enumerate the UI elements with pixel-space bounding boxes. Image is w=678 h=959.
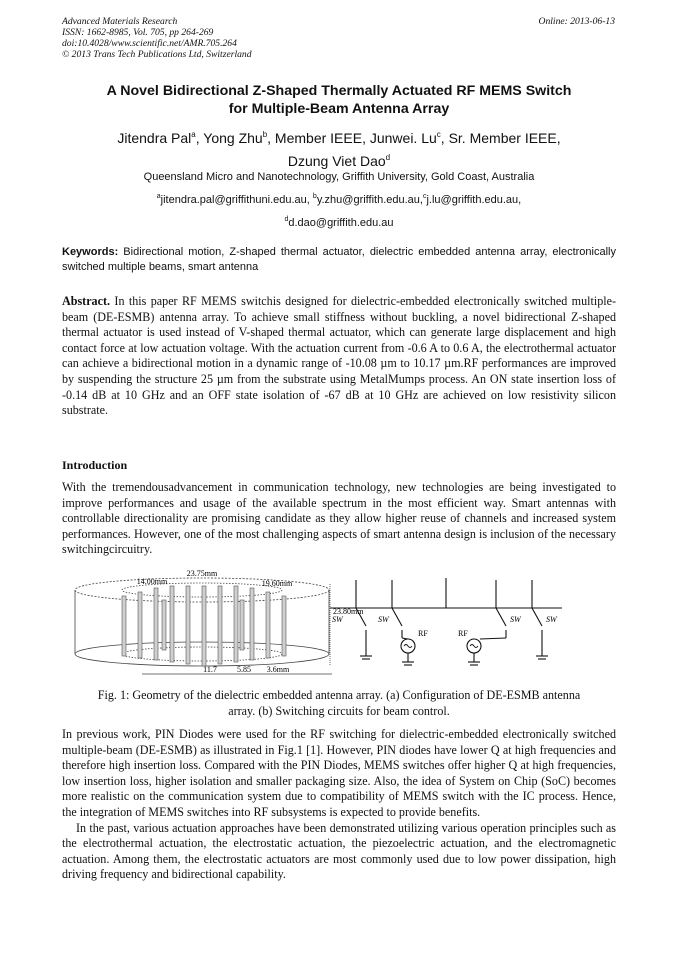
switch-label-1: SW bbox=[332, 615, 343, 624]
introduction-paragraph-3: In the past, various actuation approaches have been demonstrated utilizing various operation principles such as the electrothermal actuation, the electrostatic actuation, the piezoelectric actuation, and the electromagnetic actuation. Among them, the electrostatic actuators are most commonly used due to low power dissipation, high driving frequency and bidirectional capability. bbox=[62, 820, 616, 882]
keywords bbox=[62, 245, 616, 275]
dim-left: 14.00mm bbox=[136, 577, 168, 586]
rf-source-label-1: RF bbox=[418, 629, 428, 638]
journal-issn: ISSN: 1662-8985, Vol. 705, pp 264-269 bbox=[62, 27, 214, 38]
author-4-sup: d bbox=[385, 153, 391, 162]
paper-title bbox=[62, 82, 616, 118]
switch-label-4: SW bbox=[546, 615, 557, 624]
journal-doi: doi:10.4028/www.scientific.net/AMR.705.264 bbox=[62, 38, 237, 49]
figure-1 bbox=[62, 566, 616, 686]
dim-bottom-2: 5.85 bbox=[237, 665, 251, 674]
title-line-1: A Novel Bidirectional Z-Shaped Thermally Actuated RF MEMS Switch bbox=[106, 83, 572, 99]
author-2-sup: b bbox=[262, 130, 268, 139]
email-b[interactable]: y.zhu@griffith.edu.au, bbox=[316, 194, 423, 206]
journal-copyright: © 2013 Trans Tech Publications Ltd, Switzerland bbox=[62, 49, 252, 60]
introduction-body bbox=[62, 727, 616, 883]
antenna-array-drawing bbox=[75, 578, 332, 674]
email-d[interactable]: d.dao@griffith.edu.au bbox=[288, 217, 394, 229]
author-2: , Yong Zhu bbox=[195, 130, 263, 146]
switch-label-3: SW bbox=[510, 615, 521, 624]
abstract-label: Abstract. bbox=[62, 294, 111, 308]
switch-label-2: SW bbox=[378, 615, 389, 624]
dim-height: 23.80mm bbox=[333, 607, 364, 616]
switching-circuit-drawing bbox=[330, 578, 562, 665]
email-c[interactable]: j.lu@griffith.edu.au, bbox=[426, 194, 522, 206]
introduction-paragraph-2: In previous work, PIN Diodes were used for the RF switching for dielectric-embedded electronically switched multiple-beam (DE-ESMB) as illustrated in Fig.1 [1]. However, PIN diodes have lower Q at high frequencies and therefore high insertion loss. Compared with the PIN Diodes, MEMS switches offer higher Q at high frequencies, low insertion loss, higher isolation and smaller packaging size. Also, the idea of System on Chip (SoC) becomes more realistic on the communication system due to compatibility of MEMS switch with the IC process. Hence, the integration of MEMS switches into RF subsystems is expected to provide benefits. bbox=[62, 727, 616, 819]
title-line-2: for Multiple-Beam Antenna Array bbox=[228, 101, 450, 117]
author-3: , Member IEEE, Junwei. Lu bbox=[267, 130, 437, 146]
introduction-paragraph-1: With the tremendousadvancement in communication technology, new technologies are being investigated to improve performances and usage of the available spectrum in the most efficient way. Smart antennas with controllable directionality are promising candidate as they allow higher reuse of channels and increased system performances. However, one of the most challenging aspects of smart antenna design is inclusion of the necessary switchingcircuitry. bbox=[62, 480, 616, 557]
affiliation-block: Queensland Micro and Nanotechnology, Griffith University, Gold Coast, Australia $^a$jitendra.pal@griffithuni.edu.au, $^b$y.zhu@griffith.edu.au,$^c$j.lu@griffith.edu.au, $^d$d.dao@griffith.edu.au bbox=[62, 167, 616, 233]
online-date: Online: 2013-06-13 bbox=[538, 16, 615, 27]
keywords-text: Bidirectional motion, Z-shaped thermal actuator, dielectric embedded antenna array, electronically switched multiple beams, smart antenna bbox=[62, 246, 616, 273]
institution: Queensland Micro and Nanotechnology, Griffith University, Gold Coast, Australia bbox=[143, 171, 535, 183]
author-list bbox=[62, 125, 616, 171]
email-a[interactable]: jitendra.pal@griffithuni.edu.au, bbox=[160, 194, 310, 206]
introduction-heading: Introduction bbox=[62, 458, 128, 472]
dim-bottom-3: 3.6mm bbox=[266, 665, 290, 674]
dim-bottom-1: 11.7 bbox=[203, 665, 217, 674]
figure-1-caption: Fig. 1: Geometry of the dielectric embedded antenna array. (a) Configuration of DE-ESMB antenna array. (b) Switching circuits for beam control. bbox=[97, 688, 581, 718]
abstract-text: In this paper RF MEMS switchis designed for dielectric-embedded electronically switched multiple-beam (DE-ESMB) antenna array. To achieve small stiffness without buckling, a novel bidirectional Z-shaped thermal actuator is used instead of V-shaped thermal actuator, which can generate large displacement and high contact force at low actuation voltage. With the actuation current from -0.6 A to 0.6 A, the electrothermal actuator can achieve a bidirectional motion in a dynamic range of -10.08 µm to 10.17 µm.RF performances are improved by suspending the structure 25 µm from the substrate using MetalMumps process. An ON state insertion loss of -0.14 dB at 10 GHz and an OFF state isolation of -67 dB at 10 GHz are achieved on low resistivity silicon substrate. bbox=[62, 294, 616, 418]
author-3-rank: , Sr. Member IEEE, bbox=[440, 130, 561, 146]
journal-name: Advanced Materials Research bbox=[62, 16, 178, 27]
author-1: Jitendra Pal bbox=[117, 130, 192, 146]
author-4: Dzung Viet Dao bbox=[287, 153, 386, 169]
dim-right: 19.60mm bbox=[261, 579, 293, 588]
keywords-label: Keywords: bbox=[62, 246, 119, 258]
dim-top: 23.75mm bbox=[186, 569, 218, 578]
rf-source-label-2: RF bbox=[458, 629, 468, 638]
author-3-sup: c bbox=[436, 130, 441, 139]
journal-header bbox=[62, 16, 252, 60]
author-1-sup: a bbox=[191, 130, 196, 139]
abstract bbox=[62, 294, 616, 419]
